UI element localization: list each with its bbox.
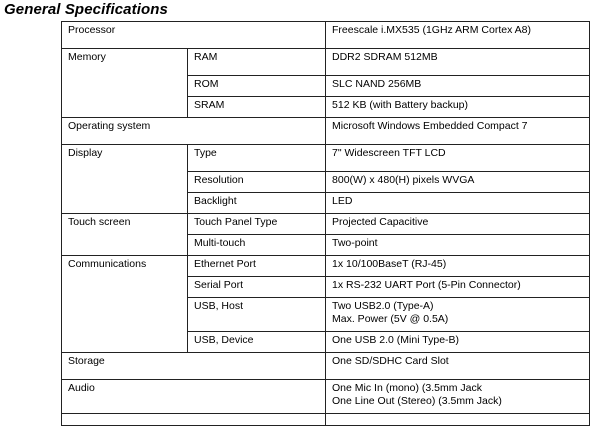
spec-label-comm: Communications xyxy=(62,256,188,353)
spec-label-processor: Processor xyxy=(62,22,326,49)
spec-value-usb-host-line1: Two USB2.0 (Type-A) xyxy=(332,300,434,312)
table-row-processor xyxy=(62,22,590,49)
table-row-touch-panel xyxy=(62,214,590,235)
spec-value-ram: DDR2 SDRAM 512MB xyxy=(326,49,590,76)
spec-sublabel-usb-host: USB, Host xyxy=(188,298,326,332)
table-row-display-type xyxy=(62,145,590,172)
spec-cell-cut xyxy=(62,414,326,426)
spec-label-touch: Touch screen xyxy=(62,214,188,256)
spec-label-os: Operating system xyxy=(62,118,326,145)
spec-sublabel-backlight: Backlight xyxy=(188,193,326,214)
table-row-audio xyxy=(62,380,590,414)
table-row-storage xyxy=(62,353,590,380)
spec-value-usb-host-line2: Max. Power (5V @ 0.5A) xyxy=(332,313,449,325)
spec-sublabel-usb-device: USB, Device xyxy=(188,332,326,353)
spec-sublabel-serial: Serial Port xyxy=(188,277,326,298)
spec-label-audio: Audio xyxy=(62,380,326,414)
spec-value-serial: 1x RS-232 UART Port (5-Pin Connector) xyxy=(326,277,590,298)
spec-value-usb-device: One USB 2.0 (Mini Type-B) xyxy=(326,332,590,353)
spec-sublabel-resolution: Resolution xyxy=(188,172,326,193)
spec-cell-cut-value xyxy=(326,414,590,426)
spec-label-display: Display xyxy=(62,145,188,214)
spec-value-type: 7" Widescreen TFT LCD xyxy=(326,145,590,172)
spec-value-processor: Freescale i.MX535 (1GHz ARM Cortex A8) xyxy=(326,22,590,49)
section-title: General Specifications xyxy=(4,1,168,18)
spec-value-rom: SLC NAND 256MB xyxy=(326,76,590,97)
spec-sublabel-panel: Touch Panel Type xyxy=(188,214,326,235)
spec-value-panel: Projected Capacitive xyxy=(326,214,590,235)
table-row-ethernet xyxy=(62,256,590,277)
spec-value-resolution: 800(W) x 480(H) pixels WVGA xyxy=(326,172,590,193)
spec-sublabel-type: Type xyxy=(188,145,326,172)
spec-label-memory: Memory xyxy=(62,49,188,118)
spec-value-sram: 512 KB (with Battery backup) xyxy=(326,97,590,118)
spec-value-audio-line2: One Line Out (Stereo) (3.5mm Jack) xyxy=(332,395,502,407)
table-row-ram xyxy=(62,49,590,76)
spec-value-os: Microsoft Windows Embedded Compact 7 xyxy=(326,118,590,145)
spec-value-multitouch: Two-point xyxy=(326,235,590,256)
spec-label-storage: Storage xyxy=(62,353,326,380)
spec-value-audio xyxy=(326,380,590,414)
spec-sublabel-rom: ROM xyxy=(188,76,326,97)
spec-value-ethernet: 1x 10/100BaseT (RJ-45) xyxy=(326,256,590,277)
spec-value-storage: One SD/SDHC Card Slot xyxy=(326,353,590,380)
spec-sublabel-multitouch: Multi-touch xyxy=(188,235,326,256)
spec-sublabel-ethernet: Ethernet Port xyxy=(188,256,326,277)
spec-table xyxy=(61,21,590,426)
table-row-os xyxy=(62,118,590,145)
spec-value-audio-line1: One Mic In (mono) (3.5mm Jack xyxy=(332,382,482,394)
spec-value-backlight: LED xyxy=(326,193,590,214)
spec-sublabel-sram: SRAM xyxy=(188,97,326,118)
table-row-cut xyxy=(62,414,590,426)
spec-sublabel-ram: RAM xyxy=(188,49,326,76)
spec-value-usb-host xyxy=(326,298,590,332)
